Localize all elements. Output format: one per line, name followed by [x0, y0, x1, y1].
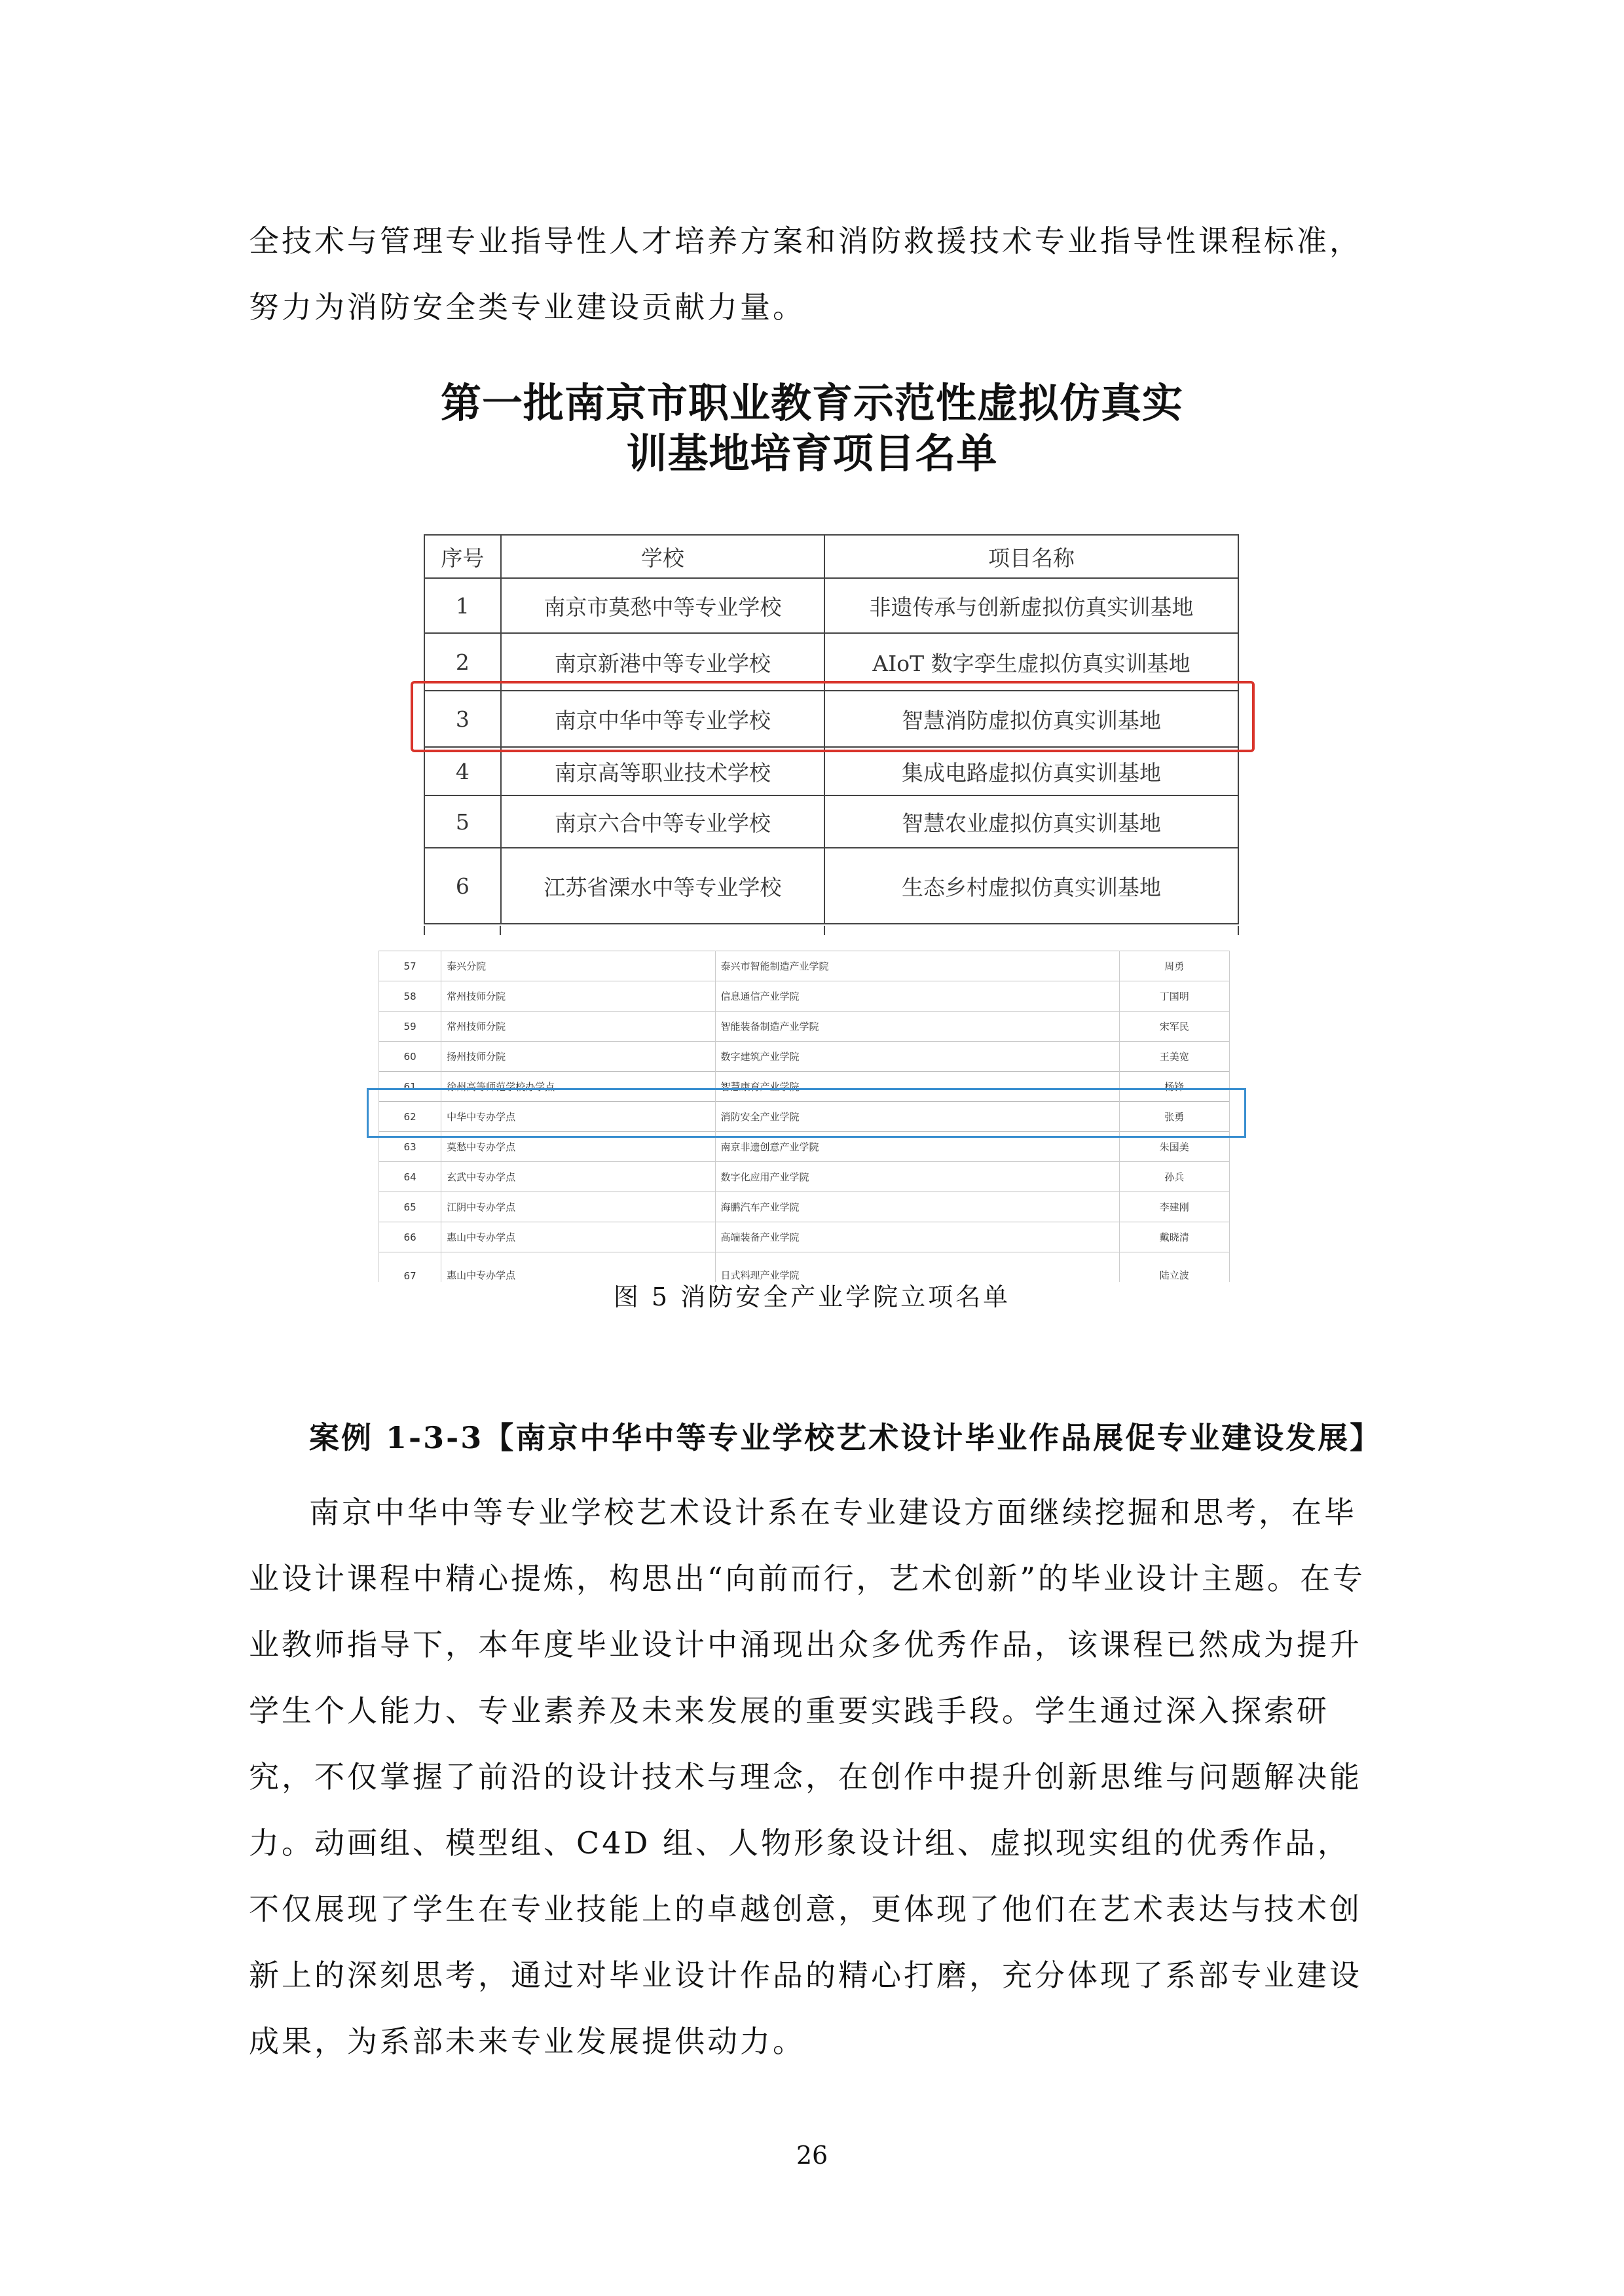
row-project: AIoT 数字孪生虚拟仿真实训基地	[824, 633, 1238, 691]
row-college: 高端装备产业学院	[715, 1222, 1119, 1252]
table-row	[379, 1162, 1230, 1192]
row-college: 数字建筑产业学院	[715, 1042, 1119, 1072]
row-branch: 江阴中专办学点	[441, 1192, 715, 1222]
row-college: 泰兴市智能制造产业学院	[715, 951, 1119, 981]
row-index: 65	[379, 1192, 441, 1222]
row-person: 王美宽	[1119, 1042, 1229, 1072]
case-paragraph: 南京中华中等专业学校艺术设计系在专业建设方面继续挖掘和思考，在毕业设计课程中精心提炼，构思出“向前而行，艺术创新”的毕业设计主题。在专业教师指导下，本年度毕业设计中涌现出众多优秀作品，该课程已然成为提升学生个人能力、专业素养及未来发展的重要实践手段。学生通过深入探索研究，不仅掌握了前沿的设计技术与理念，在创作中提升创新思维与问题解决能力。动画组、模型组、C4D 组、人物形象设计组、虚拟现实组的优秀作品，不仅展现了学生在专业技能上的卓越创意，更体现了他们在艺术表达与技术创新上的深刻思考，通过对毕业设计作品的精心打磨，充分体现了系部专业建设成果，为系部未来专业发展提供动力。	[249, 1495, 1366, 2059]
row-school: 江苏省溧水中等专业学校	[501, 848, 824, 924]
row-index: 66	[379, 1222, 441, 1252]
row-school: 南京高等职业技术学校	[501, 747, 824, 795]
row-person: 戴晓清	[1119, 1222, 1229, 1252]
row-branch: 莫愁中专办学点	[441, 1132, 715, 1162]
figure-title-line1: 第一批南京市职业教育示范性虚拟仿真实	[440, 379, 1183, 427]
row-person: 孙兵	[1119, 1162, 1229, 1192]
header-school: 学校	[501, 535, 824, 578]
table-row	[424, 795, 1238, 848]
row-school: 南京中华中等专业学校	[501, 691, 824, 747]
row-college: 数字化应用产业学院	[715, 1162, 1119, 1192]
row-index: 4	[424, 747, 501, 795]
row-person: 朱国美	[1119, 1132, 1229, 1162]
table-row	[379, 1222, 1230, 1252]
row-project: 非遗传承与创新虚拟仿真实训基地	[824, 578, 1238, 633]
row-branch: 惠山中专办学点	[441, 1252, 715, 1283]
row-index: 2	[424, 633, 501, 691]
row-branch: 徐州高等师范学校办学点	[441, 1072, 715, 1102]
row-index: 1	[424, 578, 501, 633]
red-highlight-box	[411, 681, 1255, 752]
row-college: 日式料理产业学院	[715, 1252, 1119, 1283]
top-paragraph: 全技术与管理专业指导性人才培养方案和消防救援技术专业指导性课程标准，努力为消防安全类专业建设贡献力量。	[249, 223, 1362, 325]
table-row	[424, 747, 1238, 795]
row-college: 信息通信产业学院	[715, 981, 1119, 1011]
table-row	[424, 578, 1238, 633]
row-index: 57	[379, 951, 441, 981]
row-school: 南京新港中等专业学校	[501, 633, 824, 691]
row-college: 智慧康育产业学院	[715, 1072, 1119, 1102]
row-college: 智能装备制造产业学院	[715, 1011, 1119, 1042]
row-index: 61	[379, 1072, 441, 1102]
blue-highlight-box	[367, 1088, 1246, 1138]
row-project: 智慧农业虚拟仿真实训基地	[824, 795, 1238, 848]
row-index: 6	[424, 848, 501, 924]
row-college: 消防安全产业学院	[715, 1102, 1119, 1132]
row-branch: 惠山中专办学点	[441, 1222, 715, 1252]
row-person: 李建刚	[1119, 1192, 1229, 1222]
header-project: 项目名称	[824, 535, 1238, 578]
row-index: 5	[424, 795, 501, 848]
table-row	[379, 1011, 1230, 1042]
row-index: 63	[379, 1132, 441, 1162]
row-college: 南京非遗创意产业学院	[715, 1132, 1119, 1162]
table-row	[379, 981, 1230, 1011]
row-project: 生态乡村虚拟仿真实训基地	[824, 848, 1238, 924]
table-row	[379, 951, 1230, 981]
row-person: 宋军民	[1119, 1011, 1229, 1042]
table-cut-edge	[424, 926, 1239, 935]
row-branch: 常州技师分院	[441, 981, 715, 1011]
table-row	[379, 1192, 1230, 1222]
row-index: 3	[424, 691, 501, 747]
row-project: 智慧消防虚拟仿真实训基地	[824, 691, 1238, 747]
row-school: 南京六合中等专业学校	[501, 795, 824, 848]
row-person: 杨锋	[1119, 1072, 1229, 1102]
row-person: 陆立波	[1119, 1252, 1229, 1283]
row-person: 丁国明	[1119, 981, 1229, 1011]
figure-title-line2: 训基地培育项目名单	[626, 429, 998, 477]
case-title: 案例 1-3-3【南京中华中等专业学校艺术设计毕业作品展促专业建设发展】	[309, 1420, 1382, 1455]
header-index: 序号	[424, 535, 501, 578]
row-index: 59	[379, 1011, 441, 1042]
table-row	[424, 848, 1238, 924]
row-index: 67	[379, 1252, 441, 1283]
row-college: 海鹏汽车产业学院	[715, 1192, 1119, 1222]
row-branch: 泰兴分院	[441, 951, 715, 981]
row-branch: 玄武中专办学点	[441, 1162, 715, 1192]
row-branch: 扬州技师分院	[441, 1042, 715, 1072]
row-index: 64	[379, 1162, 441, 1192]
table-header-row	[424, 535, 1238, 578]
row-index: 62	[379, 1102, 441, 1132]
row-person: 张勇	[1119, 1102, 1229, 1132]
row-project: 集成电路虚拟仿真实训基地	[824, 747, 1238, 795]
row-school: 南京市莫愁中等专业学校	[501, 578, 824, 633]
figure-caption: 图 5 消防安全产业学院立项名单	[613, 1283, 1011, 1311]
row-person: 周勇	[1119, 951, 1229, 981]
table-row	[379, 1042, 1230, 1072]
row-branch: 常州技师分院	[441, 1011, 715, 1042]
row-index: 58	[379, 981, 441, 1011]
page-number: 26	[796, 2141, 828, 2170]
row-index: 60	[379, 1042, 441, 1072]
row-branch: 中华中专办学点	[441, 1102, 715, 1132]
